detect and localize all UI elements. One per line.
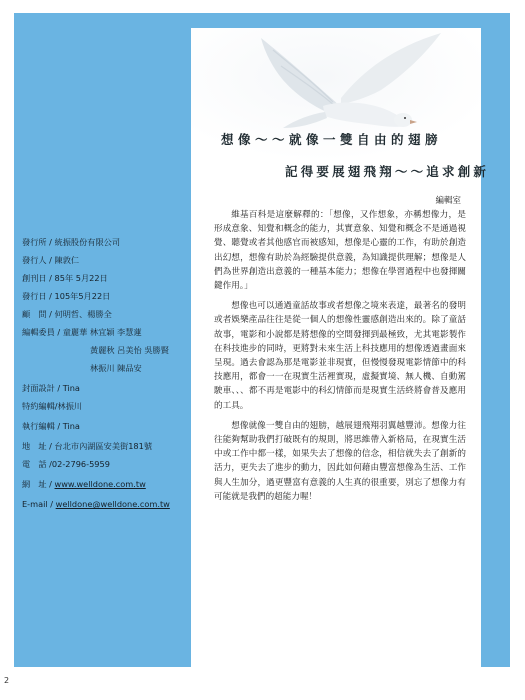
article-title-line1: 想像～～就像一雙自由的翅膀 bbox=[221, 132, 443, 147]
colophon-cover-design: 封面設計 / Tina bbox=[22, 383, 80, 393]
page-number: 2 bbox=[4, 676, 10, 685]
colophon-address: 地 址 / 台北市內湖區安美街181號 bbox=[22, 441, 153, 451]
colophon-website-label: 網 址 / bbox=[22, 479, 55, 489]
colophon-website-row bbox=[22, 478, 146, 490]
article-body bbox=[214, 208, 466, 510]
colophon-issue-date: 發行日 / 105年5月22日 bbox=[22, 291, 111, 301]
colophon-email-label: E-mail / bbox=[22, 499, 56, 509]
colophon-email-row bbox=[22, 498, 170, 510]
article-paragraph-3: 想像就像一雙自由的翅膀，越展翅飛翔羽翼越豐沛。想像力往往能夠幫助我們打破既有的規則，將思維帶入新格局，在現實生活中或工作中都一樣，如果失去了想像的信念，相信就失去了創新的活力，更失去了進步的動力，因此如何藉由豐富想像為生活、工作與人生加分，過更豐富有意義的人生真的很重要，別忘了想像力有可能就是我們的超能力喔！ bbox=[214, 420, 466, 502]
article-paragraph-1: 維基百科是這麼解釋的：「想像，又作想象，亦稱想像力，是形成意象、知覺和概念的能力，其實意象、知覺和概念不是通過視覺、聽覺或者其他感官而被感知，想像是心靈的工作，有助於創造出幻想，想像有助於為經驗提供意義，為知識提供理解；想像是人們為世界創造出意義的一種基本能力；想像在學習過程中也發揮關鍵作用。」 bbox=[214, 210, 466, 292]
article-panel bbox=[191, 28, 490, 668]
article-paragraph-2: 想像也可以通過童話故事或者想像之境來表達，最著名的發明或者娛樂產品往往是從一個人的想像性靈感創造出來的。除了童話故事，電影和小說都是將想像的空間發揮到最極致，尤其電影製作在科技進步的同時，更將對未來生活上科技應用的想像透過畫面來呈現。過去會認為那是電影並非現實，但慢慢發現電影情節中的科技應用，都會一一在現實生活裡實現，虛擬實境、無人機、自動駕駛車、、、都不再是電影中的科幻情節而是現實生活終將會普及應用的工具。 bbox=[214, 301, 466, 411]
colophon-publisher: 發行所 / 統振股份有限公司 bbox=[22, 237, 121, 247]
colophon-phone: 電 話 /02-2796-5959 bbox=[22, 459, 110, 469]
colophon-founded: 創刊日 / 85年 5月22日 bbox=[22, 273, 108, 283]
colophon-committee-2: 黃麗秋 呂美怡 吳勝賢 bbox=[90, 345, 169, 355]
website-link[interactable]: www.welldone.com.tw bbox=[54, 479, 146, 489]
colophon-exec-editor: 執行編輯 / Tina bbox=[22, 421, 80, 431]
colophon-issuer: 發行人 / 陳敦仁 bbox=[22, 255, 80, 265]
colophon-committee-1: 編輯委員 / 童麗華 林宜穎 李慧蓮 bbox=[22, 327, 142, 337]
email-link[interactable]: welldone@welldone.com.tw bbox=[55, 499, 170, 509]
colophon-committee-3: 林振川 陳品安 bbox=[90, 363, 142, 373]
colophon-special-editor: 特約編輯/林振川 bbox=[22, 401, 83, 411]
article-author: 編輯室 bbox=[435, 196, 461, 206]
colophon-advisor: 顧 問 / 何明哲、楊勝全 bbox=[22, 309, 112, 319]
article-title-line2: 記得要展翅飛翔～～追求創新 bbox=[285, 164, 490, 179]
